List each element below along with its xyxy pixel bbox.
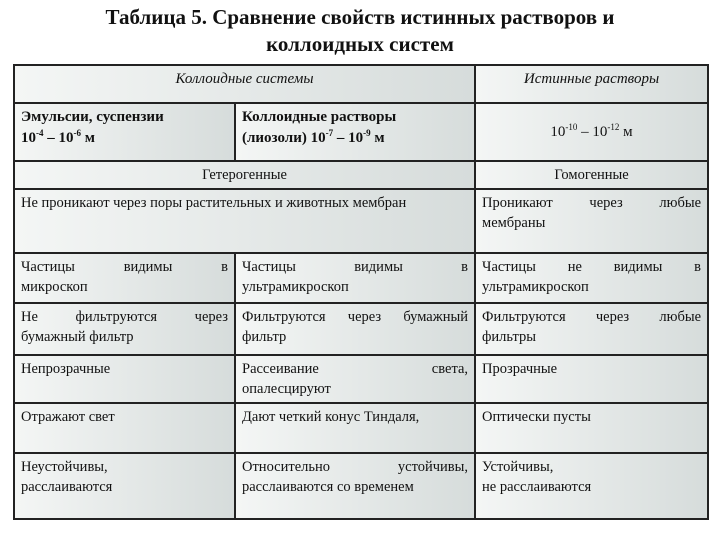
table-row [14, 453, 708, 519]
optics-emulsion-cell: Непрозрачные [14, 355, 235, 403]
light-true-cell: Оптически пусты [475, 403, 708, 453]
filter-true-cell: Фильтруются через любые фильтры [475, 303, 708, 355]
table-row [14, 303, 708, 355]
header-true: Истинные растворы [475, 65, 708, 103]
table-row [14, 253, 708, 303]
emulsions-cell [14, 103, 235, 161]
title-line-1: Таблица 5. Сравнение свойств истинных растворов и [105, 5, 615, 29]
table-row [14, 355, 708, 403]
table-row [14, 103, 708, 161]
header-colloid: Коллоидные системы [14, 65, 475, 103]
table-row [14, 161, 708, 189]
light-emulsion-cell: Отражают свет [14, 403, 235, 453]
light-sol-cell: Дают четкий конус Тиндаля, [235, 403, 475, 453]
sols-size: (лиозоли) $10^{-7} - 10^{-9}$ м [242, 128, 385, 146]
sols-label: Коллоидные растворы [242, 109, 397, 125]
sols-cell [235, 103, 475, 161]
visibility-emulsion-cell: Частицы видимы в микроскоп [14, 253, 235, 303]
true-size: $10^{-10} - 10^{-12}$ м [475, 103, 708, 161]
table-row [14, 189, 708, 253]
comparison-table [13, 64, 709, 520]
pores-colloid-cell: Не проникают через поры растительных и животных мембран [14, 189, 475, 253]
filter-sol-cell: Фильтруются через бумажный фильтр [235, 303, 475, 355]
stability-true-cell: Устойчивы, не расслаиваются [475, 453, 708, 519]
optics-sol-cell: Рассеивание света, опалесцируют [235, 355, 475, 403]
visibility-true-cell: Частицы не видимы в ультрамикроскоп [475, 253, 708, 303]
title-line-2: коллоидных систем [266, 32, 454, 56]
homogeneous-cell: Гомогенные [475, 161, 708, 189]
stability-emulsion-cell: Неустойчивы, расслаиваются [14, 453, 235, 519]
heterogeneous-cell: Гетерогенные [14, 161, 475, 189]
emulsions-label: Эмульсии, суспензии [21, 109, 164, 125]
emulsions-size: $10^{-4} - 10^{-6}$ м [21, 128, 95, 146]
visibility-sol-cell: Частицы видимы в ультрамикроскоп [235, 253, 475, 303]
stability-sol-cell: Относительно устойчивы, расслаиваются со временем [235, 453, 475, 519]
table-row [14, 403, 708, 453]
pores-true-cell: Проникают через любые мембраны [475, 189, 708, 253]
optics-true-cell: Прозрачные [475, 355, 708, 403]
page-title [0, 4, 720, 58]
table-row [14, 65, 708, 103]
filter-emulsion-cell: Не фильтруются через бумажный фильтр [14, 303, 235, 355]
